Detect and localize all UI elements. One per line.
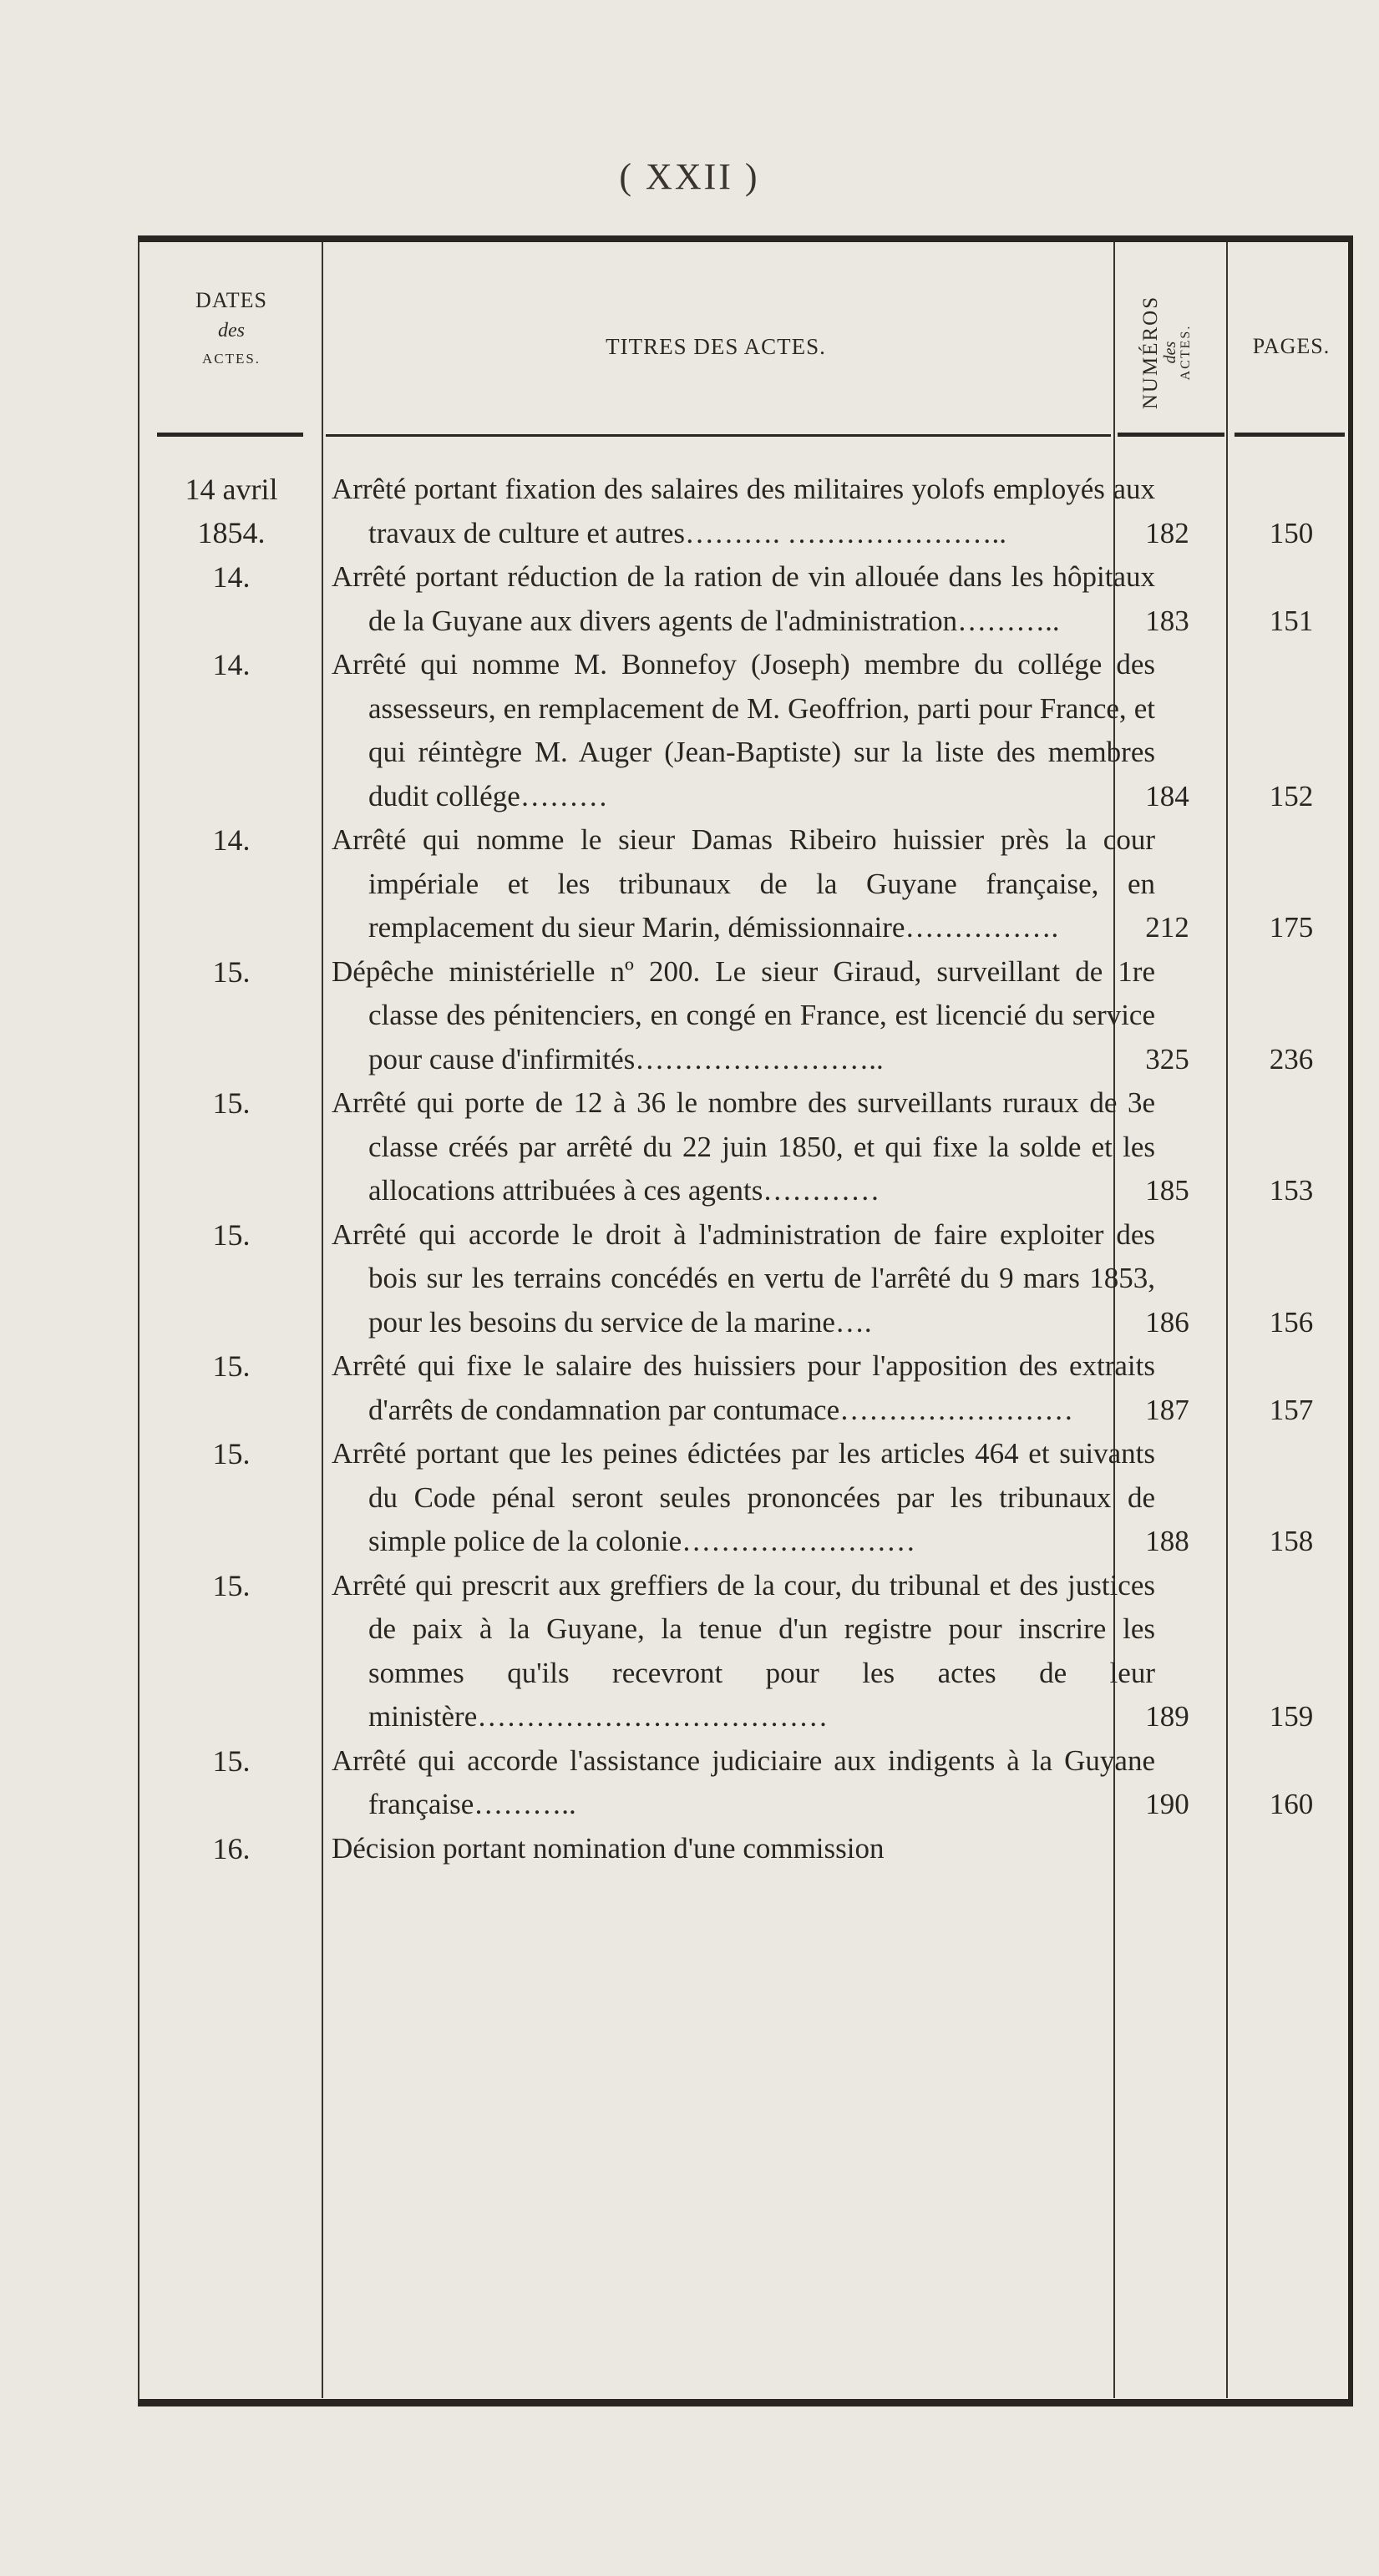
entry-number: 325 xyxy=(1145,1042,1189,1075)
entry-date: 14. xyxy=(212,648,251,681)
header-rule-pages xyxy=(1235,433,1345,437)
header-numbers-actes: ACTES. xyxy=(1179,324,1194,381)
entry-title: Dépêche ministérielle nº 200. Le sieur Giraud, surveillant de 1re classe des pénitenciers, en congé en France, est licencié du service pour cause d'infirmités…………………….. xyxy=(332,954,1155,1075)
header-rule-titles xyxy=(326,434,1111,437)
entry-number: 189 xyxy=(1145,1700,1189,1733)
list-item xyxy=(0,1432,1379,1564)
entry-number: 185 xyxy=(1145,1174,1189,1207)
entry-number: 182 xyxy=(1145,516,1189,549)
page-number: ( XXII ) xyxy=(619,156,760,197)
entry-number: 188 xyxy=(1145,1525,1189,1557)
header-rule-dates xyxy=(157,433,303,437)
header-dates-label: DATES xyxy=(195,288,267,312)
list-item xyxy=(0,1344,1379,1432)
entry-page: 156 xyxy=(1269,1305,1314,1339)
entry-date: 16. xyxy=(212,1831,251,1865)
header-titles: TITRES DES ACTES. xyxy=(606,334,826,359)
header-numbers xyxy=(1111,269,1224,436)
entry-number: 183 xyxy=(1145,604,1189,637)
entry-title: Arrêté portant réduction de la ration de vin allouée dans les hôpitaux de la Guyane aux divers agents de l'administration……….. xyxy=(332,560,1155,637)
header-dates-actes: ACTES. xyxy=(201,351,261,367)
list-item xyxy=(0,1081,1379,1213)
entry-title: Décision portant nomination d'une commission xyxy=(332,1831,885,1865)
entry-number: 212 xyxy=(1145,911,1189,944)
header-numbers-label: NUMÉROS xyxy=(1138,295,1162,410)
header-numbers-des: des xyxy=(1161,341,1180,364)
entry-page: 150 xyxy=(1269,516,1314,549)
entry-date: 15. xyxy=(212,1349,251,1383)
entry-page: 157 xyxy=(1269,1393,1314,1426)
list-item xyxy=(0,643,1379,818)
entry-date: 15. xyxy=(212,1217,251,1252)
entry-date: 14. xyxy=(212,823,251,857)
list-item xyxy=(0,1739,1379,1827)
list-item xyxy=(0,1564,1379,1739)
entry-date: 15. xyxy=(212,1743,251,1778)
entry-page: 159 xyxy=(1269,1700,1314,1733)
entry-page: 160 xyxy=(1269,1788,1314,1820)
list-item xyxy=(0,950,1379,1082)
entry-page: 152 xyxy=(1269,779,1314,812)
entry-title: Arrêté portant que les peines édictées par les articles 464 et suivants du Code pénal seront seules prononcées par les tribunaux de simple police de la colonie…………………… xyxy=(332,1437,1155,1557)
header-rule-numbers xyxy=(1118,433,1224,437)
entry-page: 175 xyxy=(1269,911,1314,944)
entry-title: Arrêté qui nomme M. Bonnefoy (Joseph) membre du collége des assesseurs, en remplacement de M. Geoffrion, parti pour France, et qui réintègre M. Auger (Jean-Baptiste) sur la liste des membres dudit collége……… xyxy=(332,648,1155,812)
entry-title: Arrêté portant fixation des salaires des militaires yolofs employés aux travaux de culture et autres………. ………………….. xyxy=(332,473,1155,549)
entry-date: 14. xyxy=(212,560,251,594)
entry-title: Arrêté qui nomme le sieur Damas Ribeiro huissier près la cour impériale et les tribunaux de la Guyane française, en remplacement du sieur Marin, démissionnaire……………. xyxy=(332,823,1155,944)
entry-number: 184 xyxy=(1145,779,1189,812)
header-dates-des: des xyxy=(218,320,245,342)
header-pages: PAGES. xyxy=(1252,334,1331,358)
entry-number: 187 xyxy=(1145,1393,1189,1426)
entry-date: 14 avril 1854. xyxy=(185,473,278,549)
entry-title: Arrêté qui prescrit aux greffiers de la cour, du tribunal et des justices de paix à la Guyane, la tenue d'un registre pour inscrire les sommes qu'ils recevront pour les actes de leur ministère……………………………… xyxy=(332,1568,1155,1733)
entry-title: Arrêté qui porte de 12 à 36 le nombre des surveillants ruraux de 3e classe créés par arrêté du 22 juin 1850, et qui fixe la solde et les allocations attribuées à ces agents………… xyxy=(332,1086,1155,1207)
list-item xyxy=(0,555,1379,643)
header-dates xyxy=(152,288,311,367)
entry-title: Arrêté qui accorde l'assistance judiciaire aux indigents à la Guyane française……….. xyxy=(332,1743,1155,1820)
entry-page: 153 xyxy=(1269,1174,1314,1207)
entry-date: 15. xyxy=(212,954,251,989)
list-item xyxy=(0,1213,1379,1345)
entries-list xyxy=(0,468,1379,1870)
entry-date: 15. xyxy=(212,1437,251,1470)
entry-title: Arrêté qui fixe le salaire des huissiers pour l'apposition des extraits d'arrêts de condamnation par contumace…………………… xyxy=(332,1349,1155,1426)
entry-number: 190 xyxy=(1145,1788,1189,1820)
entry-date: 15. xyxy=(212,1568,251,1602)
entry-date: 15. xyxy=(212,1086,251,1120)
list-item xyxy=(0,468,1379,555)
entry-page: 151 xyxy=(1269,604,1314,637)
entry-page: 158 xyxy=(1269,1525,1314,1557)
list-item xyxy=(0,818,1379,950)
entry-number: 186 xyxy=(1145,1305,1189,1339)
entry-title: Arrêté qui accorde le droit à l'administration de faire exploiter des bois sur les terrains concédés en vertu de l'arrêté du 9 mars 1853, pour les besoins du service de la marine…. xyxy=(332,1217,1155,1339)
list-item xyxy=(0,1827,1379,1871)
entry-page: 236 xyxy=(1269,1042,1314,1075)
